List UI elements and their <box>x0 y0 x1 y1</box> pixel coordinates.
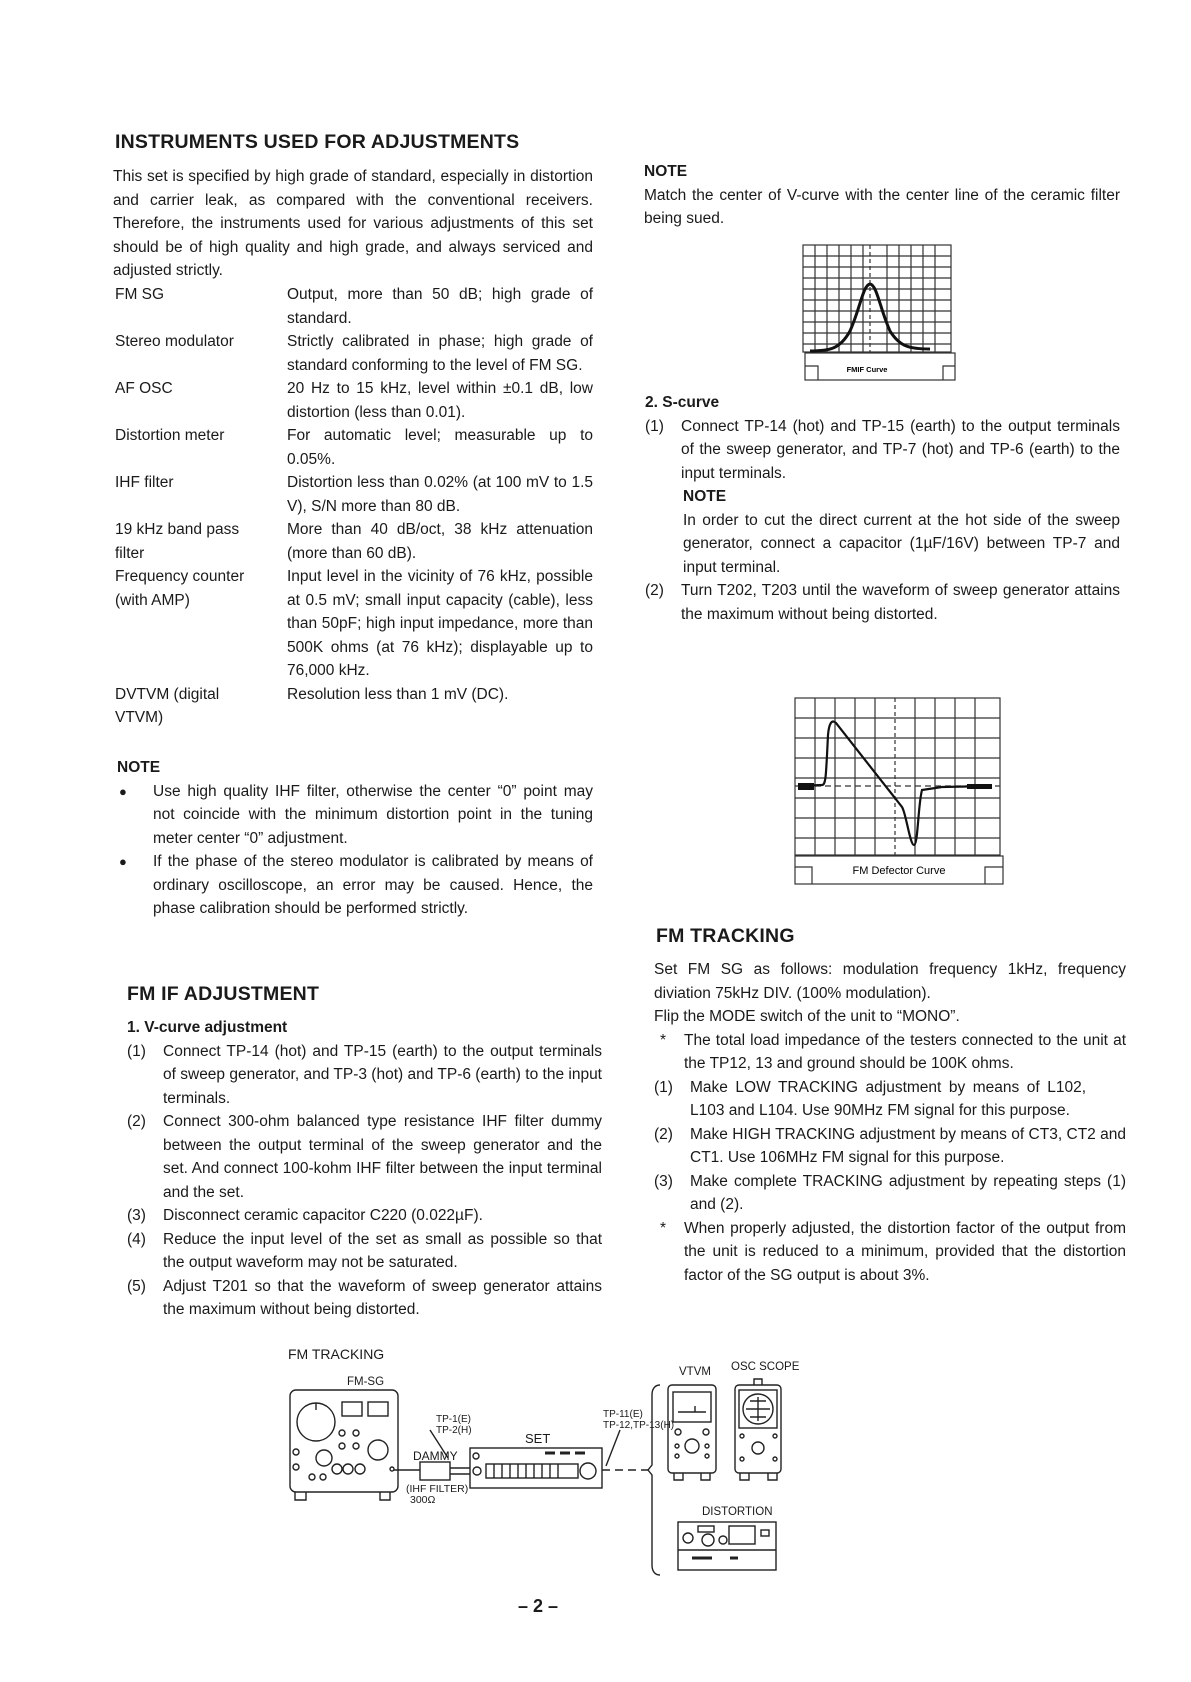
fm-sg-label: FM-SG <box>347 1376 385 1388</box>
instrument-row <box>115 471 593 518</box>
bullet-icon: ● <box>119 854 127 869</box>
step-text: Make complete TRACKING adjustment by repeating steps (1) and (2). <box>690 1172 1126 1213</box>
step <box>645 579 1120 626</box>
step-text: Connect TP-14 (hot) and TP-15 (earth) to the output terminals of the sweep generator, and TP-7 (hot) and TP-6 (earth) to the input terminals. <box>681 417 1120 482</box>
v-curve-subtitle: 1. V-curve adjustment <box>127 1019 288 1036</box>
step-number: (2) <box>127 1113 146 1130</box>
dammy-filter-device <box>420 1462 450 1480</box>
step-text: Adjust T201 so that the waveform of sweep generator attains the maximum without being distorted. <box>163 1277 602 1318</box>
instrument-row <box>115 377 593 424</box>
star-note <box>654 1217 1126 1288</box>
instruments-intro: This set is specified by high grade of standard, especially in distortion and carrier leak, as compared with the conventional receivers. Therefore, the instruments used for various adjustments of this set should be of high quality and high grade, and always serviced and adjusted strictly. <box>113 168 593 279</box>
step <box>127 1228 602 1275</box>
distortion-label: DISTORTION <box>702 1506 773 1518</box>
instrument-label: Distortion meter <box>115 427 225 444</box>
instrument-desc: Distortion less than 0.02% (at 100 mV to 1.5 V), S/N more than 80 dB. <box>287 474 593 515</box>
note-title: NOTE <box>117 759 161 776</box>
oscilloscope-grid <box>795 698 1003 884</box>
step <box>654 1123 1126 1170</box>
page-number: – 2 – <box>518 1596 559 1616</box>
tp-12-13-label: TP-12,TP-13(H) <box>603 1420 675 1431</box>
instrument-desc: Input level in the vicinity of 76 kHz, possible at 0.5 mV; small input capacity (cable), less than 50pF; high input impedance, more than 500K ohms (at 76 kHz); displayable up to 76,000 kHz. <box>287 568 593 679</box>
step <box>645 415 1120 486</box>
osc-scope-label: OSC SCOPE <box>731 1361 800 1373</box>
note-text: Match the center of V-curve with the center line of the ceramic filter being sued. <box>644 186 1120 227</box>
step-text: Disconnect ceramic capacitor C220 (0.022µF). <box>163 1207 483 1224</box>
step-text: Connect 300-ohm balanced type resistance IHF filter dummy between the output terminal of the sweep generator and the set. And connect 100-kohm IHF filter between the input terminal and the set. <box>163 1113 602 1201</box>
instruments-notes <box>117 756 593 921</box>
step-text: Make HIGH TRACKING adjustment by means of CT3, CT2 and CT1. Use 106MHz FM signal for this purpose. <box>690 1125 1126 1166</box>
s-curve-figure <box>792 695 1007 890</box>
distortion-meter-device <box>678 1522 776 1570</box>
step-number: (4) <box>127 1230 146 1248</box>
dammy-label: DAMMY <box>413 1449 458 1463</box>
asterisk: * <box>660 1031 667 1049</box>
note-text: In order to cut the direct current at the hot side of the sweep generator, connect a capacitor (1µF/16V) between TP-7 and input terminal. <box>683 511 1120 576</box>
bullet-icon: ● <box>119 783 127 799</box>
note-title: NOTE <box>683 488 727 505</box>
note-text: Use high quality IHF filter, otherwise the center “0” point may not coincide with the minimum distortion point in the tuning meter center “0” adjustment. <box>153 782 593 847</box>
tp-output-label <box>603 1409 674 1431</box>
fm-tracking-section <box>654 958 1126 1287</box>
ihf-filter-label: (IHF FILTER) 300Ω <box>406 1483 469 1506</box>
oscilloscope-grid <box>803 245 955 380</box>
fm-tracking-mode: Flip the MODE switch of the unit to “MONO”. <box>654 1008 960 1025</box>
step-number: (2) <box>645 582 664 599</box>
step-number: (5) <box>127 1277 146 1295</box>
step-text: Reduce the input level of the set as small as possible so that the output waveform may not be saturated. <box>163 1230 602 1271</box>
fm-if-steps <box>127 1016 602 1322</box>
instrument-row <box>115 330 593 377</box>
instrument-row <box>115 518 593 565</box>
star-note <box>654 1029 1126 1076</box>
step-text: Turn T202, T203 until the waveform of sweep generator attains the maximum without being distorted. <box>681 582 1120 623</box>
instrument-label: DVTVM (digital VTVM) <box>115 685 220 726</box>
instrument-label: Stereo modulator <box>115 333 234 350</box>
tp-2-label: TP-2(H) <box>436 1425 472 1436</box>
step-text: Connect TP-14 (hot) and TP-15 (earth) to the output terminals of sweep generator, and TP-3 (hot) and TP-6 (earth) to the input terminals. <box>163 1042 602 1107</box>
note-bullet <box>117 780 593 851</box>
step-number: (3) <box>654 1172 673 1190</box>
instrument-desc: Strictly calibrated in phase; high grade of standard conforming to the level of FM SG. <box>287 333 593 374</box>
instrument-label: IHF filter <box>115 474 174 491</box>
s-curve-section <box>645 391 1120 626</box>
step-text: Make LOW TRACKING adjustment by means of L102, L103 and L104. Use 90MHz FM signal for this purpose. <box>690 1078 1086 1119</box>
fmif-curve-figure <box>800 243 960 383</box>
instrument-row <box>115 565 593 683</box>
step-number: (3) <box>127 1207 146 1224</box>
asterisk: * <box>660 1219 667 1237</box>
star-note-text: When properly adjusted, the distortion factor of the output from the unit is reduced to a minimum, provided that the distortion factor of the SG output is about 3%. <box>684 1219 1126 1284</box>
tp-input-label <box>436 1414 472 1436</box>
step-number: (1) <box>645 417 664 435</box>
instrument-label: FM SG <box>115 286 165 303</box>
step-number: (2) <box>654 1125 673 1143</box>
instruments-list <box>115 283 593 730</box>
set-label: SET <box>525 1431 551 1446</box>
step <box>654 1170 1126 1217</box>
tp-1-label: TP-1(E) <box>436 1414 471 1425</box>
fm-tracking-intro: Set FM SG as follows: modulation frequency 1kHz, frequency diviation 75kHz DIV. (100% modulation). <box>654 961 1126 1002</box>
tp-11-label: TP-11(E) <box>603 1409 643 1420</box>
step <box>127 1040 602 1111</box>
instrument-desc: Output, more than 50 dB; high grade of standard. <box>287 286 593 327</box>
ihf-impedance-text: 300Ω <box>410 1494 436 1506</box>
ihf-filter-text: IHF FILTER <box>409 1483 465 1495</box>
s-curve-label: FM Defector Curve <box>852 865 946 877</box>
instrument-desc: For automatic level; measurable up to 0.05%. <box>287 427 593 468</box>
fmif-curve-label: FMIF Curve <box>846 365 888 374</box>
v-curve-note <box>644 160 1120 231</box>
diagram-title: FM TRACKING <box>288 1346 385 1362</box>
step <box>127 1110 602 1204</box>
instrument-label: AF OSC <box>115 380 173 397</box>
instrument-label: Frequency counter (with AMP) <box>115 568 245 609</box>
step-number: (1) <box>127 1042 146 1060</box>
instrument-desc: Resolution less than 1 mV (DC). <box>287 685 509 703</box>
vtvm-device <box>668 1385 716 1473</box>
note-bullet <box>117 850 593 921</box>
instrument-desc: More than 40 dB/oct, 38 kHz attenuation (more than 60 dB). <box>287 521 593 562</box>
note-text: If the phase of the stereo modulator is calibrated by means of ordinary oscilloscope, an error may be caused. Hence, the phase calibration should be performed strictly. <box>153 853 593 917</box>
instrument-row <box>115 424 593 471</box>
note-title: NOTE <box>644 163 688 180</box>
step <box>654 1076 1126 1123</box>
connection-diagram-drawing <box>280 1370 800 1580</box>
instruments-heading: INSTRUMENTS USED FOR ADJUSTMENTS <box>115 131 520 153</box>
fm-if-heading: FM IF ADJUSTMENT <box>127 983 320 1005</box>
instrument-label: 19 kHz band pass filter <box>115 521 240 562</box>
instrument-row <box>115 683 593 730</box>
step-number: (1) <box>654 1078 673 1096</box>
vtvm-label: VTVM <box>679 1366 711 1378</box>
instrument-row <box>115 283 593 330</box>
star-note-text: The total load impedance of the testers connected to the unit at the TP12, 13 and ground should be 100K ohms. <box>684 1031 1126 1072</box>
step <box>127 1204 602 1228</box>
fm-tracking-heading: FM TRACKING <box>656 925 795 947</box>
instrument-desc: 20 Hz to 15 kHz, level within ±0.1 dB, low distortion (less than 0.01). <box>287 380 593 421</box>
s-curve-title: 2. S-curve <box>645 394 720 411</box>
step <box>127 1275 602 1322</box>
